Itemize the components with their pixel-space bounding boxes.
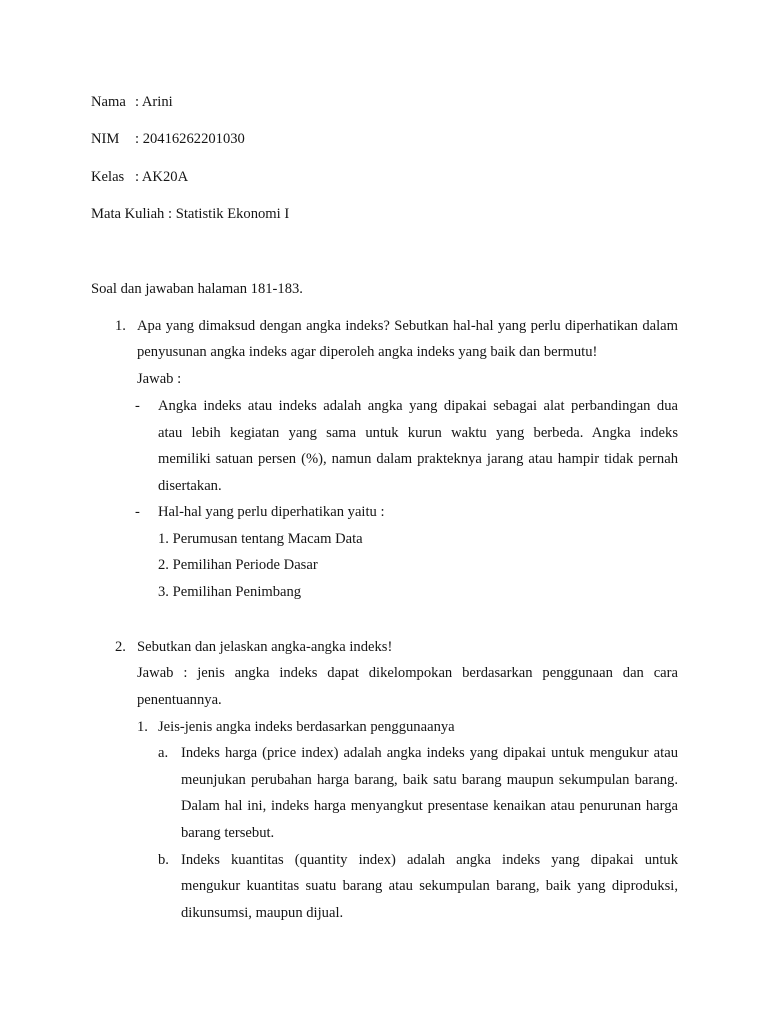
q1-bullet-1-line-4: disertakan. [158, 478, 222, 494]
nama-value: : Arini [135, 94, 173, 110]
q2-item-a-letter: a. [158, 745, 169, 761]
q1-list-item: 3. Pemilihan Penimbang [158, 584, 302, 600]
q2-item-b-line-3: dikunsumsi, maupun dijual. [181, 905, 344, 921]
q2-answer-line-1: Jawab : jenis angka indeks dapat dikelompokan berdasarkan penggunaan dan cara [137, 665, 678, 681]
q1-list-item: 1. Perumusan tentang Macam Data [158, 531, 363, 547]
q1-bullet-1-dash: - [135, 398, 140, 414]
kelas-label: Kelas [91, 169, 125, 185]
q1-bullet-2-line-1: Hal-hal yang perlu diperhatikan yaitu : [158, 504, 385, 520]
q2-sub-1-title: Jeis-jenis angka indeks berdasarkan penggunaanya [158, 719, 455, 735]
q2-item-a-line-2: meunjukan perubahan harga barang, baik satu barang maupun sekumpulan barang. [181, 772, 678, 788]
mata-kuliah-line: Mata Kuliah : Statistik Ekonomi I [91, 206, 290, 222]
q1-answer-label: Jawab : [137, 371, 182, 387]
kelas-value: : AK20A [135, 169, 189, 185]
q2-sub-1-number: 1. [137, 719, 148, 735]
q2-answer-line-2: penentuannya. [137, 692, 222, 708]
q1-question-line-2: penyusunan angka indeks agar diperoleh angka indeks yang baik dan bermutu! [137, 344, 598, 360]
q2-item-b-line-1: Indeks kuantitas (quantity index) adalah angka indeks yang dipakai untuk [181, 852, 678, 868]
q2-item-a-line-1: Indeks harga (price index) adalah angka indeks yang dipakai untuk mengukur atau [181, 745, 678, 761]
q2-item-b-line-2: mengukur kuantitas suatu barang atau sekumpulan barang, baik yang diproduksi, [181, 878, 678, 894]
nim-value: : 20416262201030 [135, 131, 245, 147]
q2-question: Sebutkan dan jelaskan angka-angka indeks! [137, 639, 393, 655]
intro-line: Soal dan jawaban halaman 181-183. [91, 281, 303, 297]
q1-number: 1. [115, 318, 126, 334]
q2-item-b-letter: b. [158, 852, 169, 868]
q2-number: 2. [115, 639, 126, 655]
q2-item-a-line-4: barang tersebut. [181, 825, 275, 841]
q2-item-a-line-3: Dalam hal ini, indeks harga menyangkut presentase kenaikan atau penurunan harga [181, 798, 678, 814]
q1-bullet-1-line-3: memiliki satuan persen (%), namun dalam prakteknya jarang atau hampir tidak pernah [158, 451, 678, 467]
q1-bullet-2-dash: - [135, 504, 140, 520]
q1-bullet-1-line-1: Angka indeks atau indeks adalah angka yang dipakai sebagai alat perbandingan dua [158, 398, 678, 414]
q1-bullet-1-line-2: atau lebih kegiatan yang sama untuk kurun waktu yang berbeda. Angka indeks [158, 425, 678, 441]
q1-list-item: 2. Pemilihan Periode Dasar [158, 557, 318, 573]
q1-question-line-1: Apa yang dimaksud dengan angka indeks? Sebutkan hal-hal yang perlu diperhatikan dalam [137, 318, 678, 334]
nim-label: NIM [91, 131, 120, 147]
nama-label: Nama [91, 94, 126, 110]
